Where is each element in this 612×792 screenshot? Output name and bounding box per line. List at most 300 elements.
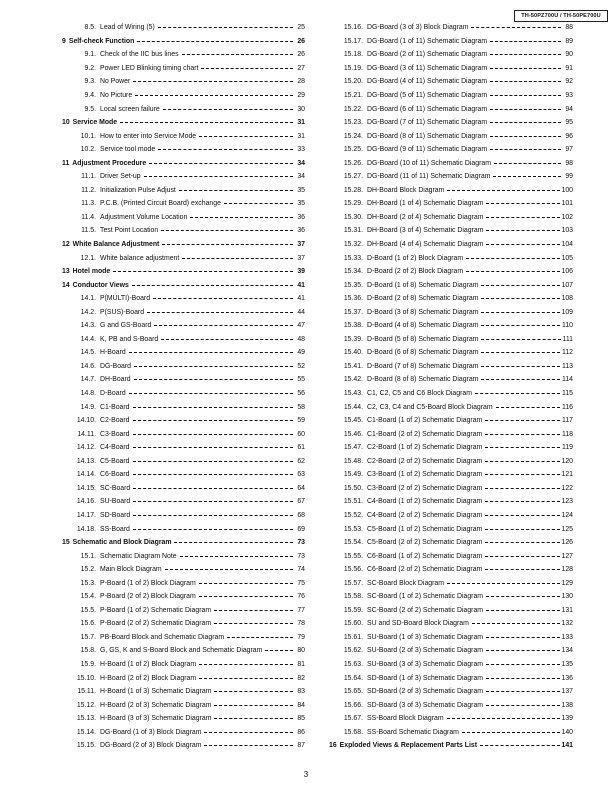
- toc-entry-title: SU-Board (2 of 3) Schematic Diagram: [367, 647, 484, 655]
- toc-entry-title: SD-Board: [100, 511, 131, 519]
- toc-subsection-entry[interactable]: [62, 604, 305, 618]
- toc-entry-number: 15.53.: [343, 525, 363, 533]
- toc-subsection-entry[interactable]: [62, 319, 305, 333]
- toc-section-entry[interactable]: [62, 116, 305, 130]
- toc-entry-title: C1-Board (2 of 2) Schematic Diagram: [367, 430, 483, 438]
- toc-leader-line: [133, 447, 294, 448]
- toc-entry-title: SD-Board (1 of 3) Schematic Diagram: [367, 674, 484, 682]
- toc-section-entry[interactable]: [62, 35, 305, 49]
- toc-entry-page: 108: [561, 295, 573, 303]
- toc-entry-title: C4-Board (1 of 2) Schematic Diagram: [367, 498, 483, 506]
- toc-subsection-entry[interactable]: [329, 455, 573, 469]
- toc-subsection-entry[interactable]: [62, 590, 305, 604]
- toc-subsection-entry[interactable]: [329, 278, 573, 292]
- toc-subsection-entry[interactable]: [329, 211, 573, 225]
- toc-entry-page: 118: [562, 430, 573, 438]
- toc-leader-line: [490, 109, 561, 110]
- toc-section-entry[interactable]: [62, 265, 305, 279]
- toc-subsection-entry[interactable]: [62, 685, 305, 699]
- toc-entry-number: 15.34.: [343, 268, 363, 276]
- toc-subsection-entry[interactable]: [329, 346, 573, 360]
- toc-subsection-entry[interactable]: [329, 631, 573, 645]
- toc-subsection-entry[interactable]: [62, 292, 305, 306]
- toc-entry-number: 14.6.: [80, 362, 96, 370]
- toc-entry-number: 14.18.: [76, 525, 96, 533]
- toc-entry-title: Test Point Location: [100, 227, 159, 235]
- toc-subsection-entry[interactable]: [329, 319, 573, 333]
- toc-subsection-entry[interactable]: [62, 333, 305, 347]
- toc-subsection-entry[interactable]: [329, 170, 573, 184]
- toc-leader-line: [154, 325, 293, 326]
- toc-subsection-entry[interactable]: [62, 509, 305, 523]
- toc-entry-page: 41: [297, 295, 305, 303]
- toc-entry-page: 74: [297, 566, 305, 574]
- toc-entry-number: 15.3.: [80, 579, 96, 587]
- toc-leader-line: [204, 745, 293, 746]
- toc-entry-page: 100: [561, 186, 573, 194]
- toc-subsection-entry[interactable]: [329, 251, 573, 265]
- toc-leader-line: [485, 515, 559, 516]
- toc-subsection-entry[interactable]: [62, 21, 305, 35]
- toc-subsection-entry[interactable]: [62, 197, 305, 211]
- toc-subsection-entry[interactable]: [329, 590, 573, 604]
- toc-subsection-entry[interactable]: [62, 563, 305, 577]
- toc-subsection-entry[interactable]: [329, 184, 573, 198]
- toc-entry-title: D-Board: [100, 390, 126, 398]
- toc-entry-page: 117: [562, 417, 573, 425]
- toc-entry-page: 89: [565, 37, 573, 45]
- toc-entry-page: 129: [561, 579, 573, 587]
- toc-entry-number: 15.49.: [343, 471, 363, 479]
- toc-entry-number: 15.48.: [343, 457, 363, 465]
- toc-leader-line: [133, 420, 294, 421]
- toc-subsection-entry[interactable]: [329, 685, 573, 699]
- toc-leader-line: [486, 596, 559, 597]
- toc-entry-title: SD-Board (3 of 3) Schematic Diagram: [367, 701, 484, 709]
- toc-subsection-entry[interactable]: [329, 495, 573, 509]
- toc-entry-title: DH-Board (2 of 4) Schematic Diagram: [367, 213, 484, 221]
- toc-leader-line: [133, 515, 293, 516]
- toc-subsection-entry[interactable]: [329, 658, 573, 672]
- toc-entry-title: C6-Board (2 of 2) Schematic Diagram: [367, 566, 483, 574]
- toc-entry-title: SD-Board (2 of 3) Schematic Diagram: [367, 688, 484, 696]
- toc-entry-number: 15.67.: [343, 715, 363, 723]
- toc-leader-line: [199, 583, 293, 584]
- toc-leader-line: [199, 136, 293, 137]
- toc-entry-number: 14.16.: [76, 498, 96, 506]
- toc-subsection-entry[interactable]: [62, 89, 305, 103]
- toc-subsection-entry[interactable]: [62, 644, 305, 658]
- toc-leader-line: [265, 650, 293, 651]
- toc-entry-number: 15.65.: [343, 688, 363, 696]
- toc-subsection-entry[interactable]: [62, 617, 305, 631]
- toc-leader-line: [204, 732, 293, 733]
- toc-entry-title: DG-Board (10 of 11) Schematic Diagram: [367, 159, 491, 167]
- toc-entry-title: DG-Board (5 of 11) Schematic Diagram: [367, 92, 488, 99]
- toc-subsection-entry[interactable]: [329, 21, 573, 35]
- toc-entry-number: 14.7.: [80, 376, 96, 384]
- toc-entry-title: SC-Board Block Diagram: [367, 579, 444, 587]
- toc-subsection-entry[interactable]: [62, 712, 305, 726]
- toc-subsection-entry[interactable]: [329, 35, 573, 49]
- toc-subsection-entry[interactable]: [329, 292, 573, 306]
- toc-subsection-entry[interactable]: [329, 238, 573, 252]
- toc-leader-line: [224, 203, 293, 204]
- toc-subsection-entry[interactable]: [62, 75, 305, 89]
- toc-entry-title: D-Board (3 of 8) Schematic Diagram: [367, 308, 479, 316]
- toc-subsection-entry[interactable]: [62, 184, 305, 198]
- toc-entry-number: 15.12.: [76, 701, 96, 709]
- toc-leader-line: [485, 488, 559, 489]
- toc-entry-number: 15.56.: [343, 566, 363, 574]
- toc-section-entry[interactable]: [62, 278, 305, 292]
- toc-subsection-entry[interactable]: [62, 346, 305, 360]
- toc-entry-title: C3-Board (1 of 2) Schematic Diagram: [367, 471, 483, 479]
- toc-entry-number: 15.47.: [343, 444, 363, 452]
- toc-entry-title: No Picture: [100, 92, 133, 99]
- toc-subsection-entry[interactable]: [329, 509, 573, 523]
- toc-subsection-entry[interactable]: [329, 549, 573, 563]
- toc-subsection-entry[interactable]: [62, 698, 305, 712]
- toc-subsection-entry[interactable]: [329, 143, 573, 157]
- toc-leader-line: [144, 176, 293, 177]
- toc-entry-number: 15.16.: [343, 24, 363, 32]
- toc-entry-page: 33: [297, 146, 305, 154]
- toc-entry-number: 15.10.: [76, 674, 96, 682]
- toc-subsection-entry[interactable]: [62, 62, 305, 76]
- toc-entry-number: 15.35.: [343, 281, 363, 289]
- toc-subsection-entry[interactable]: [329, 414, 573, 428]
- toc-entry-page: 98: [565, 159, 573, 167]
- toc-entry-number: 15.43.: [343, 390, 363, 398]
- toc-entry-page: 29: [297, 92, 305, 99]
- toc-entry-number: 15.15.: [76, 742, 96, 750]
- toc-subsection-entry[interactable]: [62, 414, 305, 428]
- toc-entry-page: 61: [297, 444, 305, 452]
- toc-entry-title: K, PB and S-Board: [100, 335, 159, 343]
- toc-subsection-entry[interactable]: [62, 522, 305, 536]
- toc-leader-line: [475, 393, 560, 394]
- toc-entry-page: 37: [297, 254, 305, 262]
- toc-subsection-entry[interactable]: [329, 644, 573, 658]
- toc-leader-line: [462, 732, 560, 733]
- toc-entry-number: 15.57.: [343, 579, 363, 587]
- toc-entry-number: 11.3.: [81, 200, 96, 208]
- toc-entry-page: 47: [297, 322, 305, 330]
- toc-subsection-entry[interactable]: [62, 211, 305, 225]
- toc-entry-page: 26: [297, 51, 305, 59]
- toc-entry-page: 93: [565, 92, 573, 99]
- toc-subsection-entry[interactable]: [62, 631, 305, 645]
- toc-leader-line: [480, 745, 559, 746]
- toc-entry-page: 101: [561, 200, 573, 208]
- toc-leader-line: [214, 623, 293, 624]
- toc-leader-line: [485, 542, 559, 543]
- toc-entry-page: 92: [565, 78, 573, 86]
- toc-entry-page: 41: [297, 281, 305, 289]
- toc-subsection-entry[interactable]: [329, 305, 573, 319]
- toc-subsection-entry[interactable]: [62, 400, 305, 414]
- toc-entry-number: 15.8.: [80, 647, 96, 655]
- toc-entry-page: 76: [297, 593, 305, 601]
- toc-subsection-entry[interactable]: [329, 373, 573, 387]
- toc-entry-page: 63: [297, 471, 305, 479]
- toc-entry-number: 10.2.: [80, 146, 96, 154]
- toc-subsection-entry[interactable]: [329, 129, 573, 143]
- toc-subsection-entry[interactable]: [62, 739, 305, 753]
- toc-entry-number: 15.37.: [343, 308, 363, 316]
- toc-subsection-entry[interactable]: [62, 576, 305, 590]
- toc-entry-page: 62: [297, 457, 305, 465]
- toc-entry-page: 138: [561, 701, 573, 709]
- toc-entry-page: 35: [297, 200, 305, 208]
- toc-entry-page: 79: [297, 633, 305, 641]
- toc-subsection-entry[interactable]: [329, 671, 573, 685]
- toc-subsection-entry[interactable]: [329, 333, 573, 347]
- toc-entry-page: 122: [561, 484, 573, 492]
- toc-entry-title: D-Board (8 of 8) Schematic Diagram: [367, 376, 479, 384]
- toc-subsection-entry[interactable]: [329, 116, 573, 130]
- toc-subsection-entry[interactable]: [329, 441, 573, 455]
- toc-section-entry[interactable]: [62, 238, 305, 252]
- toc-entry-number: 15.46.: [343, 430, 363, 438]
- toc-entry-number: 15.26.: [343, 159, 363, 167]
- toc-entry-page: 80: [297, 647, 305, 655]
- toc-leader-line: [490, 122, 561, 123]
- toc-leader-line: [447, 190, 559, 191]
- toc-subsection-entry[interactable]: [62, 482, 305, 496]
- toc-leader-line: [199, 664, 293, 665]
- toc-subsection-entry[interactable]: [329, 48, 573, 62]
- toc-entry-title: Schematic Diagram Note: [100, 552, 177, 560]
- toc-entry-number: 14.14.: [76, 471, 96, 479]
- toc-leader-line: [133, 488, 293, 489]
- toc-leader-line: [190, 217, 293, 218]
- toc-entry-number: 8.5.: [84, 24, 96, 32]
- toc-section-entry[interactable]: [329, 739, 573, 753]
- toc-subsection-entry[interactable]: [62, 671, 305, 685]
- toc-subsection-entry[interactable]: [329, 536, 573, 550]
- toc-entry-number: 15.28.: [343, 186, 363, 194]
- toc-entry-number: 15.51.: [343, 498, 363, 506]
- toc-subsection-entry[interactable]: [329, 156, 573, 170]
- toc-leader-line: [485, 501, 559, 502]
- toc-leader-line: [180, 556, 293, 557]
- toc-section-entry[interactable]: [62, 536, 305, 550]
- toc-subsection-entry[interactable]: [329, 576, 573, 590]
- toc-entry-number: 14.9.: [80, 403, 96, 411]
- toc-subsection-entry[interactable]: [329, 400, 573, 414]
- toc-entry-page: 28: [297, 78, 305, 86]
- toc-entry-page: 36: [297, 213, 305, 221]
- toc-leader-line: [199, 678, 293, 679]
- toc-leader-line: [485, 569, 559, 570]
- toc-entry-page: 114: [562, 376, 573, 384]
- toc-entry-title: DG-Board: [100, 362, 132, 370]
- toc-entry-number: 15.61.: [343, 633, 363, 641]
- toc-entry-number: 12: [62, 241, 70, 249]
- toc-entry-number: 14.12.: [76, 444, 96, 452]
- toc-entry-title: White balance adjustment: [100, 254, 180, 262]
- toc-subsection-entry[interactable]: [62, 441, 305, 455]
- toc-entry-title: DH-Board (4 of 4) Schematic Diagram: [367, 241, 484, 249]
- toc-entry-number: 14.13.: [76, 457, 96, 465]
- toc-subsection-entry[interactable]: [329, 712, 573, 726]
- toc-subsection-entry[interactable]: [329, 725, 573, 739]
- toc-entry-title: Service Mode: [72, 119, 118, 127]
- toc-entry-title: DH-Board (3 of 4) Schematic Diagram: [367, 227, 484, 235]
- toc-leader-line: [132, 285, 293, 286]
- toc-subsection-entry[interactable]: [62, 129, 305, 143]
- toc-entry-number: 15.32.: [343, 241, 363, 249]
- toc-leader-line: [486, 705, 559, 706]
- toc-entry-page: 84: [297, 701, 305, 709]
- toc-leader-line: [133, 461, 294, 462]
- toc-entry-number: 15.22.: [343, 105, 363, 113]
- toc-subsection-entry[interactable]: [329, 604, 573, 618]
- toc-subsection-entry[interactable]: [329, 265, 573, 279]
- toc-subsection-entry[interactable]: [329, 468, 573, 482]
- toc-entry-page: 96: [565, 132, 573, 140]
- toc-subsection-entry[interactable]: [62, 468, 305, 482]
- toc-subsection-entry[interactable]: [329, 482, 573, 496]
- toc-subsection-entry[interactable]: [62, 725, 305, 739]
- toc-leader-line: [133, 474, 294, 475]
- toc-subsection-entry[interactable]: [329, 387, 573, 401]
- toc-leader-line: [481, 366, 560, 367]
- toc-entry-number: 15.9.: [80, 660, 96, 668]
- toc-entry-page: 86: [297, 728, 305, 736]
- toc-entry-title: SS-Board Schematic Diagram: [367, 728, 459, 736]
- toc-subsection-entry[interactable]: [329, 224, 573, 238]
- toc-section-entry[interactable]: [62, 156, 305, 170]
- toc-entry-page: 59: [297, 417, 305, 425]
- toc-subsection-entry[interactable]: [329, 62, 573, 76]
- toc-entry-page: 94: [565, 105, 573, 113]
- toc-subsection-entry[interactable]: [329, 89, 573, 103]
- toc-leader-line: [485, 461, 559, 462]
- toc-entry-number: 15.54.: [343, 539, 363, 547]
- toc-entry-number: 9.3.: [84, 78, 96, 86]
- toc-leader-line: [158, 149, 293, 150]
- toc-subsection-entry[interactable]: [62, 549, 305, 563]
- toc-entry-number: 9.5.: [84, 105, 96, 113]
- toc-entry-number: 15.7.: [80, 633, 96, 641]
- toc-entry-title: DG-Board (3 of 3) Block Diagram: [367, 24, 469, 32]
- toc-entry-title: D-Board (7 of 8) Schematic Diagram: [367, 362, 479, 370]
- toc-subsection-entry[interactable]: [329, 360, 573, 374]
- toc-subsection-entry[interactable]: [62, 102, 305, 116]
- toc-leader-line: [486, 244, 559, 245]
- toc-entry-page: 58: [297, 403, 305, 411]
- toc-entry-number: 15.58.: [343, 593, 363, 601]
- toc-entry-page: 37: [297, 241, 305, 249]
- toc-entry-page: 119: [562, 444, 573, 452]
- toc-subsection-entry[interactable]: [329, 563, 573, 577]
- toc-leader-line: [490, 81, 561, 82]
- toc-entry-page: 34: [297, 173, 305, 181]
- toc-subsection-entry[interactable]: [62, 48, 305, 62]
- toc-leader-line: [214, 718, 293, 719]
- toc-subsection-entry[interactable]: [62, 224, 305, 238]
- toc-entry-number: 14.11.: [77, 430, 96, 438]
- toc-subsection-entry[interactable]: [62, 251, 305, 265]
- toc-entry-page: 44: [297, 308, 305, 316]
- toc-entry-number: 9.2.: [84, 64, 96, 72]
- toc-entry-number: 15.59.: [343, 606, 363, 614]
- toc-leader-line: [179, 190, 293, 191]
- toc-leader-line: [485, 447, 560, 448]
- toc-leader-line: [486, 691, 559, 692]
- toc-subsection-entry[interactable]: [62, 427, 305, 441]
- toc-subsection-entry[interactable]: [329, 102, 573, 116]
- toc-leader-line: [481, 325, 560, 326]
- toc-subsection-entry[interactable]: [62, 360, 305, 374]
- toc-subsection-entry[interactable]: [62, 658, 305, 672]
- toc-entry-page: 83: [297, 688, 305, 696]
- toc-entry-title: C5-Board (1 of 2) Schematic Diagram: [367, 525, 483, 533]
- toc-subsection-entry[interactable]: [329, 698, 573, 712]
- toc-subsection-entry[interactable]: [62, 373, 305, 387]
- toc-entry-page: 106: [561, 268, 573, 276]
- toc-entry-title: C3-Board (2 of 2) Schematic Diagram: [367, 484, 483, 492]
- toc-subsection-entry[interactable]: [329, 427, 573, 441]
- toc-entry-page: 35: [297, 186, 305, 194]
- toc-entry-number: 15.2.: [80, 566, 96, 574]
- toc-leader-line: [163, 109, 293, 110]
- toc-leader-line: [485, 474, 559, 475]
- toc-subsection-entry[interactable]: [62, 143, 305, 157]
- toc-leader-line: [486, 230, 559, 231]
- toc-entry-number: 15.55.: [343, 552, 363, 560]
- toc-subsection-entry[interactable]: [329, 75, 573, 89]
- toc-entry-page: 64: [297, 484, 305, 492]
- toc-leader-line: [134, 379, 293, 380]
- toc-leader-line: [481, 339, 560, 340]
- toc-subsection-entry[interactable]: [62, 495, 305, 509]
- toc-subsection-entry[interactable]: [62, 455, 305, 469]
- toc-subsection-entry[interactable]: [329, 197, 573, 211]
- toc-entry-title: P.C.B. (Printed Circuit Board) exchange: [100, 200, 221, 208]
- toc-leader-line: [153, 298, 293, 299]
- toc-entry-number: 15.27.: [343, 173, 363, 181]
- toc-subsection-entry[interactable]: [329, 617, 573, 631]
- toc-leader-line: [490, 149, 561, 150]
- toc-entry-page: 103: [561, 227, 573, 235]
- toc-entry-title: C6-Board (1 of 2) Schematic Diagram: [367, 552, 483, 560]
- toc-entry-number: 15.42.: [343, 376, 363, 384]
- toc-entry-page: 99: [565, 173, 573, 181]
- toc-leader-line: [174, 542, 293, 543]
- toc-leader-line: [471, 27, 561, 28]
- toc-entry-title: C5-Board: [100, 457, 130, 465]
- toc-entry-number: 15.30.: [343, 213, 363, 221]
- toc-entry-title: Check of the IIC bus lines: [100, 51, 179, 59]
- toc-leader-line: [485, 529, 559, 530]
- toc-subsection-entry[interactable]: [62, 305, 305, 319]
- toc-entry-title: Service tool mode: [100, 146, 156, 154]
- toc-subsection-entry[interactable]: [62, 387, 305, 401]
- toc-subsection-entry[interactable]: [62, 170, 305, 184]
- toc-entry-title: SS-Board Block Diagram: [367, 715, 444, 723]
- toc-entry-title: Lead of Wiring (5): [100, 24, 155, 32]
- toc-entry-title: SC-Board (2 of 2) Schematic Diagram: [367, 606, 484, 614]
- toc-leader-line: [490, 95, 561, 96]
- toc-leader-line: [214, 705, 293, 706]
- toc-entry-page: 105: [561, 254, 573, 262]
- toc-entry-number: 15.6.: [80, 620, 96, 628]
- toc-subsection-entry[interactable]: [329, 522, 573, 536]
